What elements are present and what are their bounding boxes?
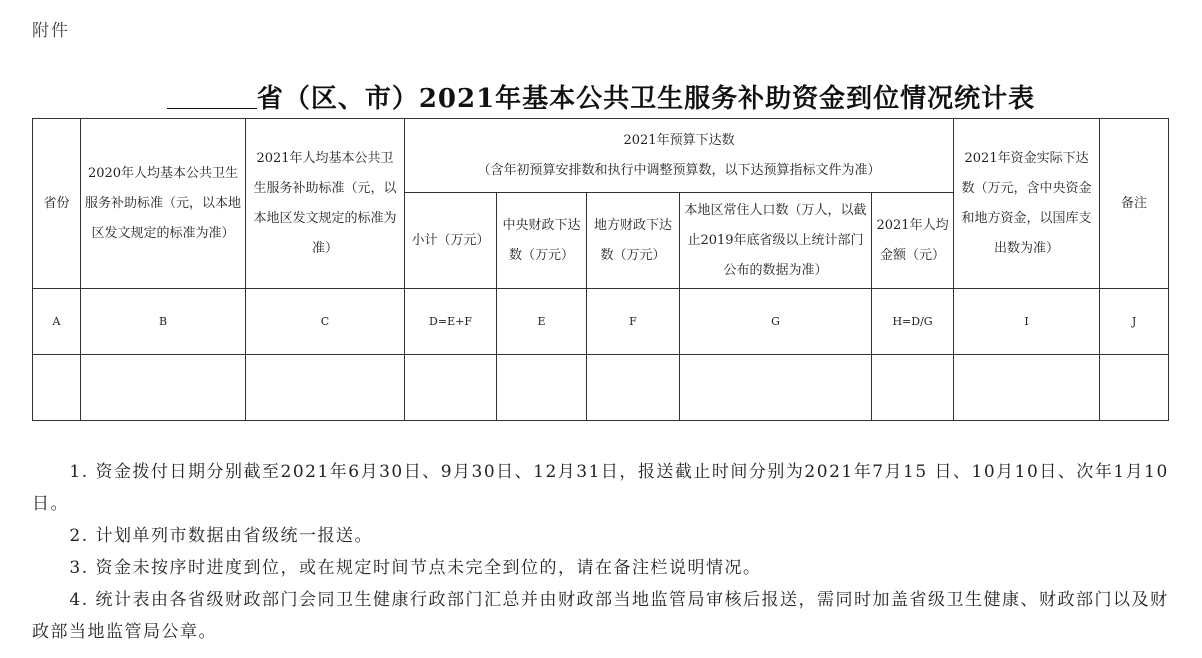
code-cell: F <box>587 289 680 355</box>
code-cell: D=E+F <box>405 289 497 355</box>
budget-group-note: （含年初预算安排数和执行中调整预算数，以下达预算指标文件为准） <box>477 162 881 178</box>
code-cell: I <box>954 289 1100 355</box>
statistics-table <box>32 118 1169 421</box>
header-2020-standard: 2020年人均基本公共卫生服务补助标准（元，以本地区发文规定的标准为准） <box>81 119 246 289</box>
code-cell: H=D/G <box>872 289 954 355</box>
title-blank <box>167 86 257 109</box>
data-cell <box>405 355 497 421</box>
data-cell <box>33 355 81 421</box>
notes-section <box>32 456 1172 648</box>
header-province: 省份 <box>33 119 81 289</box>
code-cell: G <box>680 289 872 355</box>
header-population: 本地区常住人口数（万人，以截止2019年底省级以上统计部门公布的数据为准） <box>680 193 872 289</box>
header-subtotal: 小计（万元） <box>405 193 497 289</box>
data-cell <box>872 355 954 421</box>
header-local-finance: 地方财政下达数（万元） <box>587 193 680 289</box>
attachment-label: 附件 <box>32 21 70 41</box>
data-cell <box>587 355 680 421</box>
note-item: 3. 资金未按序时进度到位，或在规定时间节点未完全到位的，请在备注栏说明情况。 <box>69 558 762 578</box>
page-title <box>0 78 1202 115</box>
header-2021-standard: 2021年人均基本公共卫生服务补助标准（元，以本地区发文规定的标准为准） <box>246 119 405 289</box>
code-cell: C <box>246 289 405 355</box>
data-cell <box>680 355 872 421</box>
data-cell <box>954 355 1100 421</box>
title-text: 省（区、市）2021年基本公共卫生服务补助资金到位情况统计表 <box>256 84 1036 114</box>
header-actual-disbursed: 2021年资金实际下达数（万元，含中央资金和地方资金，以国库支出数为准） <box>954 119 1100 289</box>
data-cell <box>497 355 587 421</box>
data-cell <box>1100 355 1169 421</box>
code-row <box>33 289 1169 355</box>
header-remarks: 备注 <box>1100 119 1169 289</box>
code-cell: A <box>33 289 81 355</box>
header-central-finance: 中央财政下达数（万元） <box>497 193 587 289</box>
code-cell: J <box>1100 289 1169 355</box>
note-item: 1. 资金拨付日期分别截至2021年6月30日、9月30日、12月31日，报送截止时间分别为2021年7月15 日、10月10日、次年1月10日。 <box>32 462 1169 514</box>
note-item: 4. 统计表由各省级财政部门会同卫生健康行政部门汇总并由财政部当地监管局审核后报送，需同时加盖省级卫生健康、财政部门以及财政部当地监管局公章。 <box>32 590 1169 642</box>
data-cell <box>81 355 246 421</box>
data-cell <box>246 355 405 421</box>
code-cell: E <box>497 289 587 355</box>
note-item: 2. 计划单列市数据由省级统一报送。 <box>69 526 374 546</box>
data-row <box>33 355 1169 421</box>
budget-group-title: 2021年预算下达数 <box>623 132 735 148</box>
header-budget-group <box>405 119 954 193</box>
code-cell: B <box>81 289 246 355</box>
header-per-capita: 2021年人均金额（元） <box>872 193 954 289</box>
